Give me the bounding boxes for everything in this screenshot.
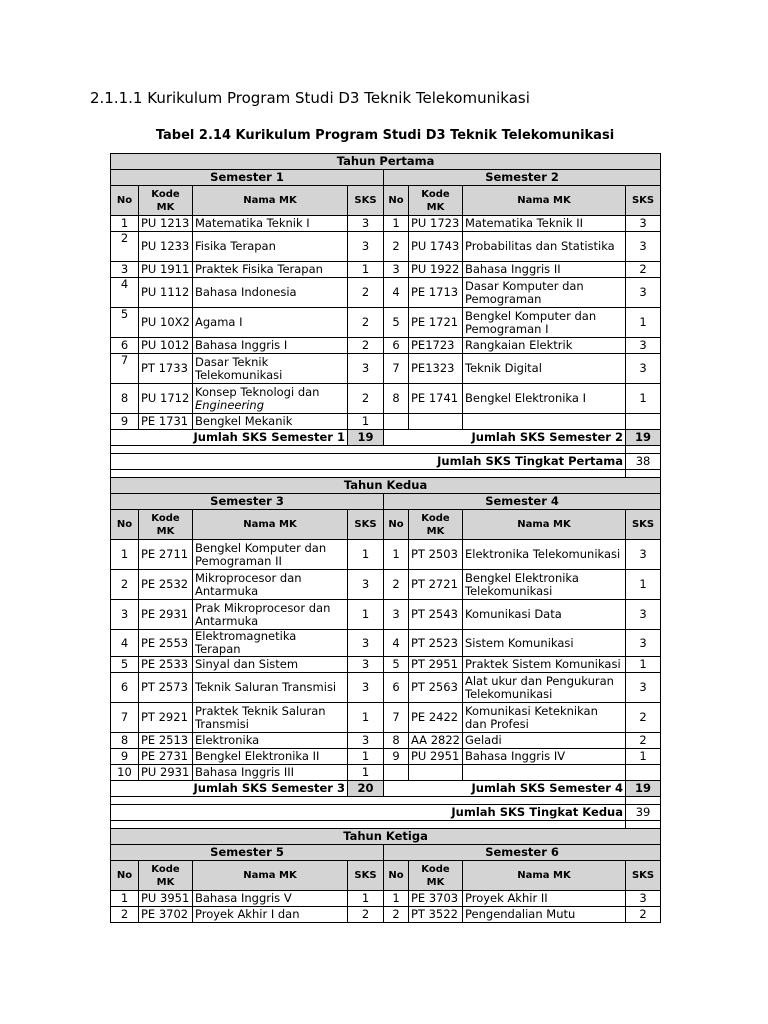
course-sks: 2	[348, 384, 384, 414]
course-sks: 3	[626, 540, 661, 570]
course-sks: 3	[348, 673, 384, 703]
semester-right-title: Semester 4	[384, 494, 661, 510]
table-row	[111, 749, 661, 765]
table-row	[111, 232, 661, 262]
course-no: 7	[384, 354, 409, 384]
course-sks: 1	[626, 308, 661, 338]
course-name: Rangkaian Elektrik	[463, 338, 626, 354]
spacer-cell	[626, 821, 661, 829]
course-sks: 1	[348, 414, 384, 430]
course-name: Prak Mikroprocesor dan Antarmuka	[193, 600, 348, 630]
col-sks-header: SKS	[626, 510, 661, 540]
course-code: PU 2951	[409, 749, 463, 765]
course-sks: 1	[348, 262, 384, 278]
course-code: PU 1213	[139, 216, 193, 232]
course-name: Teknik Digital	[463, 354, 626, 384]
course-code: PE 2422	[409, 703, 463, 733]
table-row	[111, 861, 661, 891]
course-no: 5	[384, 308, 409, 338]
course-code: PU 1911	[139, 262, 193, 278]
course-no: 8	[111, 733, 139, 749]
course-no	[384, 414, 409, 430]
table-row	[111, 494, 661, 510]
course-code: PU 1112	[139, 278, 193, 308]
table-row	[111, 600, 661, 630]
table-row	[111, 630, 661, 657]
grand-total-label: Jumlah SKS Tingkat Kedua	[111, 805, 626, 821]
course-no: 2	[111, 232, 139, 262]
table-row	[111, 478, 661, 494]
col-kode-header: Kode MK	[139, 861, 193, 891]
course-code: PE 2711	[139, 540, 193, 570]
col-no-header: No	[384, 861, 409, 891]
course-code: PT 1733	[139, 354, 193, 384]
table-row	[111, 570, 661, 600]
course-no: 1	[384, 891, 409, 907]
course-no: 5	[384, 657, 409, 673]
table-row	[111, 354, 661, 384]
table-row	[111, 186, 661, 216]
col-kode-header: Kode MK	[409, 186, 463, 216]
col-no-header: No	[111, 861, 139, 891]
course-sks: 2	[348, 308, 384, 338]
course-sks: 3	[626, 278, 661, 308]
col-no-header: No	[111, 186, 139, 216]
semester-left-title: Semester 1	[111, 170, 384, 186]
table-row	[111, 338, 661, 354]
table-row	[111, 891, 661, 907]
course-name: Komunikasi Data	[463, 600, 626, 630]
course-sks	[626, 414, 661, 430]
course-name: Teknik Saluran Transmisi	[193, 673, 348, 703]
semester-right-title: Semester 6	[384, 845, 661, 861]
course-code: PE1723	[409, 338, 463, 354]
table-row	[111, 703, 661, 733]
course-sks: 3	[626, 891, 661, 907]
course-code	[409, 414, 463, 430]
year-title: Tahun Ketiga	[111, 829, 661, 845]
course-sks: 2	[626, 262, 661, 278]
course-sks: 2	[626, 907, 661, 923]
table-row	[111, 154, 661, 170]
table-row	[111, 384, 661, 414]
course-sks: 3	[626, 630, 661, 657]
course-code: PE 2731	[139, 749, 193, 765]
semester-left-title: Semester 3	[111, 494, 384, 510]
table-row	[111, 805, 661, 821]
course-sks: 1	[348, 765, 384, 781]
course-name: Proyek Akhir II	[463, 891, 626, 907]
course-code: PU 1233	[139, 232, 193, 262]
table-row	[111, 308, 661, 338]
course-sks: 3	[626, 216, 661, 232]
col-nama-header: Nama MK	[463, 510, 626, 540]
course-code: PT 2951	[409, 657, 463, 673]
course-no: 1	[111, 540, 139, 570]
semester-left-title: Semester 5	[111, 845, 384, 861]
course-name: Komunikasi Keteknikan dan Profesi	[463, 703, 626, 733]
course-code: PE 3703	[409, 891, 463, 907]
course-name: Konsep Teknologi dan Engineering	[193, 384, 348, 414]
course-name: Sinyal dan Sistem	[193, 657, 348, 673]
col-kode-header: Kode MK	[409, 861, 463, 891]
course-name: Sistem Komunikasi	[463, 630, 626, 657]
course-name: Dasar Komputer dan Pemograman	[463, 278, 626, 308]
course-no: 2	[111, 570, 139, 600]
course-code: PU 1012	[139, 338, 193, 354]
table-row	[111, 733, 661, 749]
course-sks	[626, 765, 661, 781]
course-code: PT 2921	[139, 703, 193, 733]
course-sks: 1	[348, 749, 384, 765]
course-sks: 3	[626, 354, 661, 384]
course-name: Bahasa Indonesia	[193, 278, 348, 308]
course-no: 8	[384, 384, 409, 414]
course-sks: 1	[348, 891, 384, 907]
course-code: PT 2523	[409, 630, 463, 657]
course-code: PT 2721	[409, 570, 463, 600]
semester-total-label: Jumlah SKS Semester 2	[384, 430, 626, 446]
course-code: PT 2503	[409, 540, 463, 570]
course-code: PT 2543	[409, 600, 463, 630]
course-sks: 2	[348, 338, 384, 354]
semester-total-label: Jumlah SKS Semester 1	[111, 430, 348, 446]
course-no: 2	[111, 907, 139, 923]
course-code: PU 1743	[409, 232, 463, 262]
col-no-header: No	[384, 510, 409, 540]
course-name: Probabilitas dan Statistika	[463, 232, 626, 262]
course-sks: 1	[348, 540, 384, 570]
course-code	[409, 765, 463, 781]
course-sks: 2	[626, 703, 661, 733]
course-code: PE 2533	[139, 657, 193, 673]
course-no: 3	[111, 262, 139, 278]
course-code: PU 1922	[409, 262, 463, 278]
col-nama-header: Nama MK	[193, 186, 348, 216]
table-row	[111, 673, 661, 703]
col-sks-header: SKS	[348, 861, 384, 891]
table-row	[111, 657, 661, 673]
course-no: 4	[111, 278, 139, 308]
course-name: Elektronika	[193, 733, 348, 749]
spacer-cell	[626, 470, 661, 478]
course-name: Matematika Teknik II	[463, 216, 626, 232]
table-row	[111, 907, 661, 923]
course-name: Elektronika Telekomunikasi	[463, 540, 626, 570]
year-title: Tahun Kedua	[111, 478, 661, 494]
course-no: 8	[111, 384, 139, 414]
course-name: Bengkel Komputer dan Pemograman II	[193, 540, 348, 570]
spacer-cell	[111, 446, 626, 454]
spacer-cell	[111, 470, 626, 478]
course-no	[384, 765, 409, 781]
course-name: Mikroprocesor dan Antarmuka	[193, 570, 348, 600]
table-row	[111, 845, 661, 861]
course-no: 5	[111, 657, 139, 673]
course-no: 8	[384, 733, 409, 749]
course-code: PU 2931	[139, 765, 193, 781]
course-no: 2	[384, 232, 409, 262]
course-no: 9	[111, 414, 139, 430]
course-no: 1	[384, 540, 409, 570]
course-no: 6	[384, 338, 409, 354]
table-row	[111, 414, 661, 430]
course-sks: 1	[348, 600, 384, 630]
course-no: 5	[111, 308, 139, 338]
course-name: Bengkel Mekanik	[193, 414, 348, 430]
course-name: Pengendalian Mutu	[463, 907, 626, 923]
course-sks: 3	[348, 733, 384, 749]
course-no: 4	[111, 630, 139, 657]
course-name: Bengkel Elektronika II	[193, 749, 348, 765]
course-no: 4	[384, 278, 409, 308]
col-nama-header: Nama MK	[193, 510, 348, 540]
course-sks: 3	[626, 600, 661, 630]
table-row	[111, 829, 661, 845]
course-name	[463, 414, 626, 430]
col-no-header: No	[384, 186, 409, 216]
course-sks: 3	[348, 630, 384, 657]
course-sks: 2	[348, 278, 384, 308]
semester-total-label: Jumlah SKS Semester 4	[384, 781, 626, 797]
spacer-cell	[111, 797, 626, 805]
table-row	[111, 262, 661, 278]
table-row	[111, 454, 661, 470]
course-name: Matematika Teknik I	[193, 216, 348, 232]
table-row	[111, 470, 661, 478]
course-code: PE 1741	[409, 384, 463, 414]
course-no: 6	[111, 673, 139, 703]
course-no: 3	[111, 600, 139, 630]
col-nama-header: Nama MK	[193, 861, 348, 891]
course-code: PU 10X2	[139, 308, 193, 338]
course-code: PE 1731	[139, 414, 193, 430]
course-name: Alat ukur dan Pengukuran Telekomunikasi	[463, 673, 626, 703]
col-sks-header: SKS	[626, 186, 661, 216]
spacer-cell	[111, 821, 626, 829]
course-name-italic: Engineering	[195, 397, 264, 412]
course-code: PE 1713	[409, 278, 463, 308]
grand-total-value: 39	[626, 805, 661, 821]
col-kode-header: Kode MK	[139, 510, 193, 540]
course-no: 3	[384, 262, 409, 278]
course-name: Bengkel Elektronika I	[463, 384, 626, 414]
course-sks: 3	[348, 657, 384, 673]
course-sks: 3	[348, 354, 384, 384]
course-sks: 2	[626, 733, 661, 749]
course-code: PT 2563	[409, 673, 463, 703]
course-no: 7	[111, 354, 139, 384]
course-code: PE 2513	[139, 733, 193, 749]
course-code: PE1323	[409, 354, 463, 384]
course-name: Agama I	[193, 308, 348, 338]
col-nama-header: Nama MK	[463, 861, 626, 891]
grand-total-label: Jumlah SKS Tingkat Pertama	[111, 454, 626, 470]
course-sks: 3	[348, 232, 384, 262]
course-name: Fisika Terapan	[193, 232, 348, 262]
year-title: Tahun Pertama	[111, 154, 661, 170]
course-code: PE 2553	[139, 630, 193, 657]
table-row	[111, 510, 661, 540]
table-row	[111, 430, 661, 446]
table-row	[111, 446, 661, 454]
semester-total-label: Jumlah SKS Semester 3	[111, 781, 348, 797]
semester-total-value: 20	[348, 781, 384, 797]
course-name: Geladi	[463, 733, 626, 749]
course-name: Proyek Akhir I dan	[193, 907, 348, 923]
course-name: Elektromagnetika Terapan	[193, 630, 348, 657]
course-no: 7	[384, 703, 409, 733]
course-name: Praktek Teknik Saluran Transmisi	[193, 703, 348, 733]
table-caption: Tabel 2.14 Kurikulum Program Studi D3 Teknik Telekomunikasi	[155, 128, 615, 143]
course-no: 4	[384, 630, 409, 657]
table-row	[111, 765, 661, 781]
course-name: Dasar Teknik Telekomunikasi	[193, 354, 348, 384]
curriculum-table	[110, 153, 661, 923]
course-no: 10	[111, 765, 139, 781]
course-no: 2	[384, 907, 409, 923]
course-code: PU 1712	[139, 384, 193, 414]
course-code: PU 3951	[139, 891, 193, 907]
course-name	[463, 765, 626, 781]
course-sks: 2	[348, 907, 384, 923]
course-no: 1	[384, 216, 409, 232]
course-name: Praktek Fisika Terapan	[193, 262, 348, 278]
semester-right-title: Semester 2	[384, 170, 661, 186]
course-code: AA 2822	[409, 733, 463, 749]
spacer-cell	[626, 446, 661, 454]
col-nama-header: Nama MK	[463, 186, 626, 216]
course-no: 1	[111, 891, 139, 907]
table-row	[111, 797, 661, 805]
table-row	[111, 540, 661, 570]
course-no: 9	[384, 749, 409, 765]
course-no: 3	[384, 600, 409, 630]
course-name: Bahasa Inggris IV	[463, 749, 626, 765]
course-sks: 1	[626, 384, 661, 414]
course-name: Bahasa Inggris III	[193, 765, 348, 781]
course-sks: 1	[626, 657, 661, 673]
spacer-cell	[626, 797, 661, 805]
course-code: PT 2573	[139, 673, 193, 703]
table-row	[111, 278, 661, 308]
table-row	[111, 781, 661, 797]
col-kode-header: Kode MK	[409, 510, 463, 540]
course-code: PE 2931	[139, 600, 193, 630]
course-sks: 1	[626, 749, 661, 765]
course-sks: 3	[626, 232, 661, 262]
course-sks: 1	[626, 570, 661, 600]
col-no-header: No	[111, 510, 139, 540]
table-row	[111, 170, 661, 186]
col-sks-header: SKS	[348, 186, 384, 216]
course-name: Bahasa Inggris II	[463, 262, 626, 278]
grand-total-value: 38	[626, 454, 661, 470]
section-heading: 2.1.1.1 Kurikulum Program Studi D3 Teknik Telekomunikasi	[90, 89, 530, 107]
table-row	[111, 216, 661, 232]
course-code: PE 2532	[139, 570, 193, 600]
course-code: PE 3702	[139, 907, 193, 923]
course-no: 7	[111, 703, 139, 733]
course-code: PU 1723	[409, 216, 463, 232]
course-name: Bahasa Inggris I	[193, 338, 348, 354]
semester-total-value: 19	[626, 781, 661, 797]
course-name: Praktek Sistem Komunikasi	[463, 657, 626, 673]
course-sks: 3	[348, 216, 384, 232]
course-sks: 3	[348, 570, 384, 600]
semester-total-value: 19	[626, 430, 661, 446]
course-sks: 1	[348, 703, 384, 733]
col-sks-header: SKS	[348, 510, 384, 540]
course-no: 9	[111, 749, 139, 765]
course-sks: 3	[626, 338, 661, 354]
course-name: Bahasa Inggris V	[193, 891, 348, 907]
course-code: PE 1721	[409, 308, 463, 338]
course-no: 6	[111, 338, 139, 354]
course-no: 6	[384, 673, 409, 703]
col-kode-header: Kode MK	[139, 186, 193, 216]
course-name: Bengkel Elektronika Telekomunikasi	[463, 570, 626, 600]
col-sks-header: SKS	[626, 861, 661, 891]
course-no: 2	[384, 570, 409, 600]
table-row	[111, 821, 661, 829]
course-code: PT 3522	[409, 907, 463, 923]
semester-total-value: 19	[348, 430, 384, 446]
course-no: 1	[111, 216, 139, 232]
course-sks: 3	[626, 673, 661, 703]
course-name: Bengkel Komputer dan Pemograman I	[463, 308, 626, 338]
